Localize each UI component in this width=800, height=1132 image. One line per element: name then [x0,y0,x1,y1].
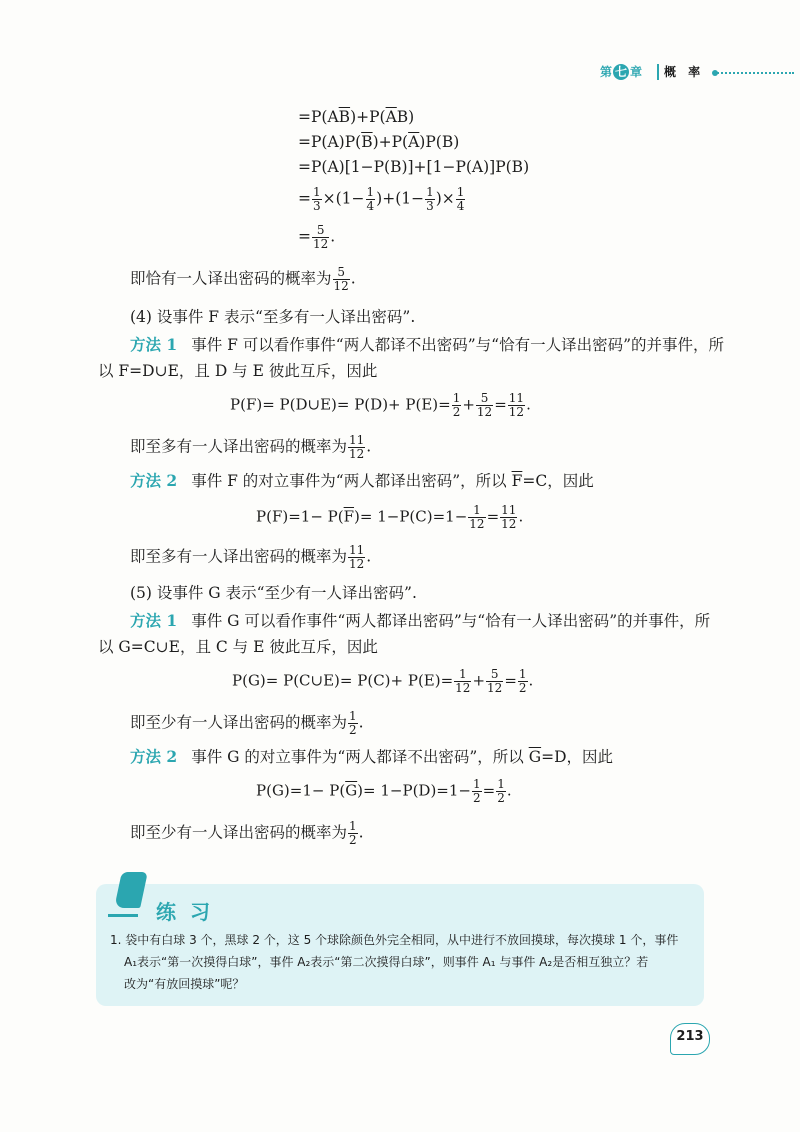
part4-method1-cont: 以 F=D∪E，且 D 与 E 彼此互斥，因此 [98,362,378,380]
exercise-line-2: A₁表示“第一次摸得白球”，事件 A₂表示“第二次摸得白球”，则事件 A₁ 与事件 A₂是否相互独立？若 [124,955,649,969]
part4-method2-equation: $P(F)=1- P(\overline{F})= 1-P(C)=1-$ $\frac{1}{12}$ = $\frac{11}{12}$ . [256,503,524,531]
calc-line-5: = $\frac{5}{12}$ . [298,223,336,251]
part4-conclusion-2: 即至多有一人译出密码的概率为 $\frac{11}{12}$ . [130,543,372,571]
header-separator [657,64,659,80]
method2-label: 方法 2 [130,471,178,490]
exercise-line-1: 1. 袋中有白球 3 个，黑球 2 个，这 5 个球除颜色外完全相同，从中进行不放回摸球，每次摸球 1 个，事件 [110,933,679,947]
method1-label: 方法 1 [130,611,178,630]
calc-line-3: =P(A)[1−P(B)]+[1−P(A)]P(B) [298,158,530,176]
calc-line-1: $=P(A\overline{B})+P(\overline{A}B)$ [298,108,415,126]
chapter-number: 七 [615,65,628,79]
part4-conclusion-1: 即至多有一人译出密码的概率为 $\frac{11}{12}$ . [130,433,372,461]
part5-statement: (5) 设事件 G 表示“至少有一人译出密码”. [130,584,417,602]
pen-base-line [108,914,138,917]
part4-method2: 方法 2 事件 F 的对立事件为“两人都译出密码”，所以 $\overline{F}=C$，因此 [130,471,594,490]
chapter-pre: 第 [600,65,613,79]
chapter-badge [596,64,646,80]
method1-label: 方法 1 [130,335,178,354]
part5-conclusion-1: 即至少有一人译出密码的概率为 $\frac{1}{2}$ . [130,709,364,737]
header-dotted-rule [714,72,794,74]
part5-method1-cont: 以 G=C∪E，且 C 与 E 彼此互斥，因此 [98,638,378,656]
method2-label: 方法 2 [130,747,178,766]
part4-method1: 方法 1 事件 F 可以看作事件“两人都译不出密码”与“恰有一人译出密码”的并事件，所 [130,335,724,354]
page-number: 213 [676,1029,704,1044]
part5-conclusion-2: 即至少有一人译出密码的概率为 $\frac{1}{2}$ . [130,819,364,847]
part4-method1-equation: P(F)= P(D∪E)= P(D)+ P(E)= $\frac{1}{2}$ + $\frac{5}{12}$ = $\frac{11}{12}$ . [230,391,531,419]
calc-line-2: $=P(A)P(\overline{B})+P(\overline{A})P(B)$ [298,133,460,151]
part5-method2-equation: $P(G)=1- P(\overline{G})= 1-P(D)=1-$ $\frac{1}{2}$ = $\frac{1}{2}$ . [256,777,512,805]
chapter-topic: 概 率 [664,65,705,79]
exercise-line-3: 改为“有放回摸球”呢？ [124,977,245,991]
part5-method1-equation: P(G)= P(C∪E)= P(C)+ P(E)= $\frac{1}{12}$ + $\frac{5}{12}$ = $\frac{1}{2}$ . [232,667,534,695]
calc-line-4: = $\frac{1}{3}$ ×(1− $\frac{1}{4}$ )+(1− $\frac{1}{3}$ )× $\frac{1}{4}$ [298,185,465,213]
conclusion-exactly-one: 即恰有一人译出密码的概率为 $\frac{5}{12}$ . [130,265,356,293]
part5-method1: 方法 1 事件 G 可以看作事件“两人都译出密码”与“恰有一人译出密码”的并事件，所 [130,611,711,630]
part5-method2: 方法 2 事件 G 的对立事件为“两人都译不出密码”，所以 $\overline{G}=D$，因此 [130,747,614,766]
exercise-title: 练习 [156,900,224,924]
part4-statement: (4) 设事件 F 表示“至多有一人译出密码”. [130,308,416,326]
chapter-post: 章 [630,65,643,79]
